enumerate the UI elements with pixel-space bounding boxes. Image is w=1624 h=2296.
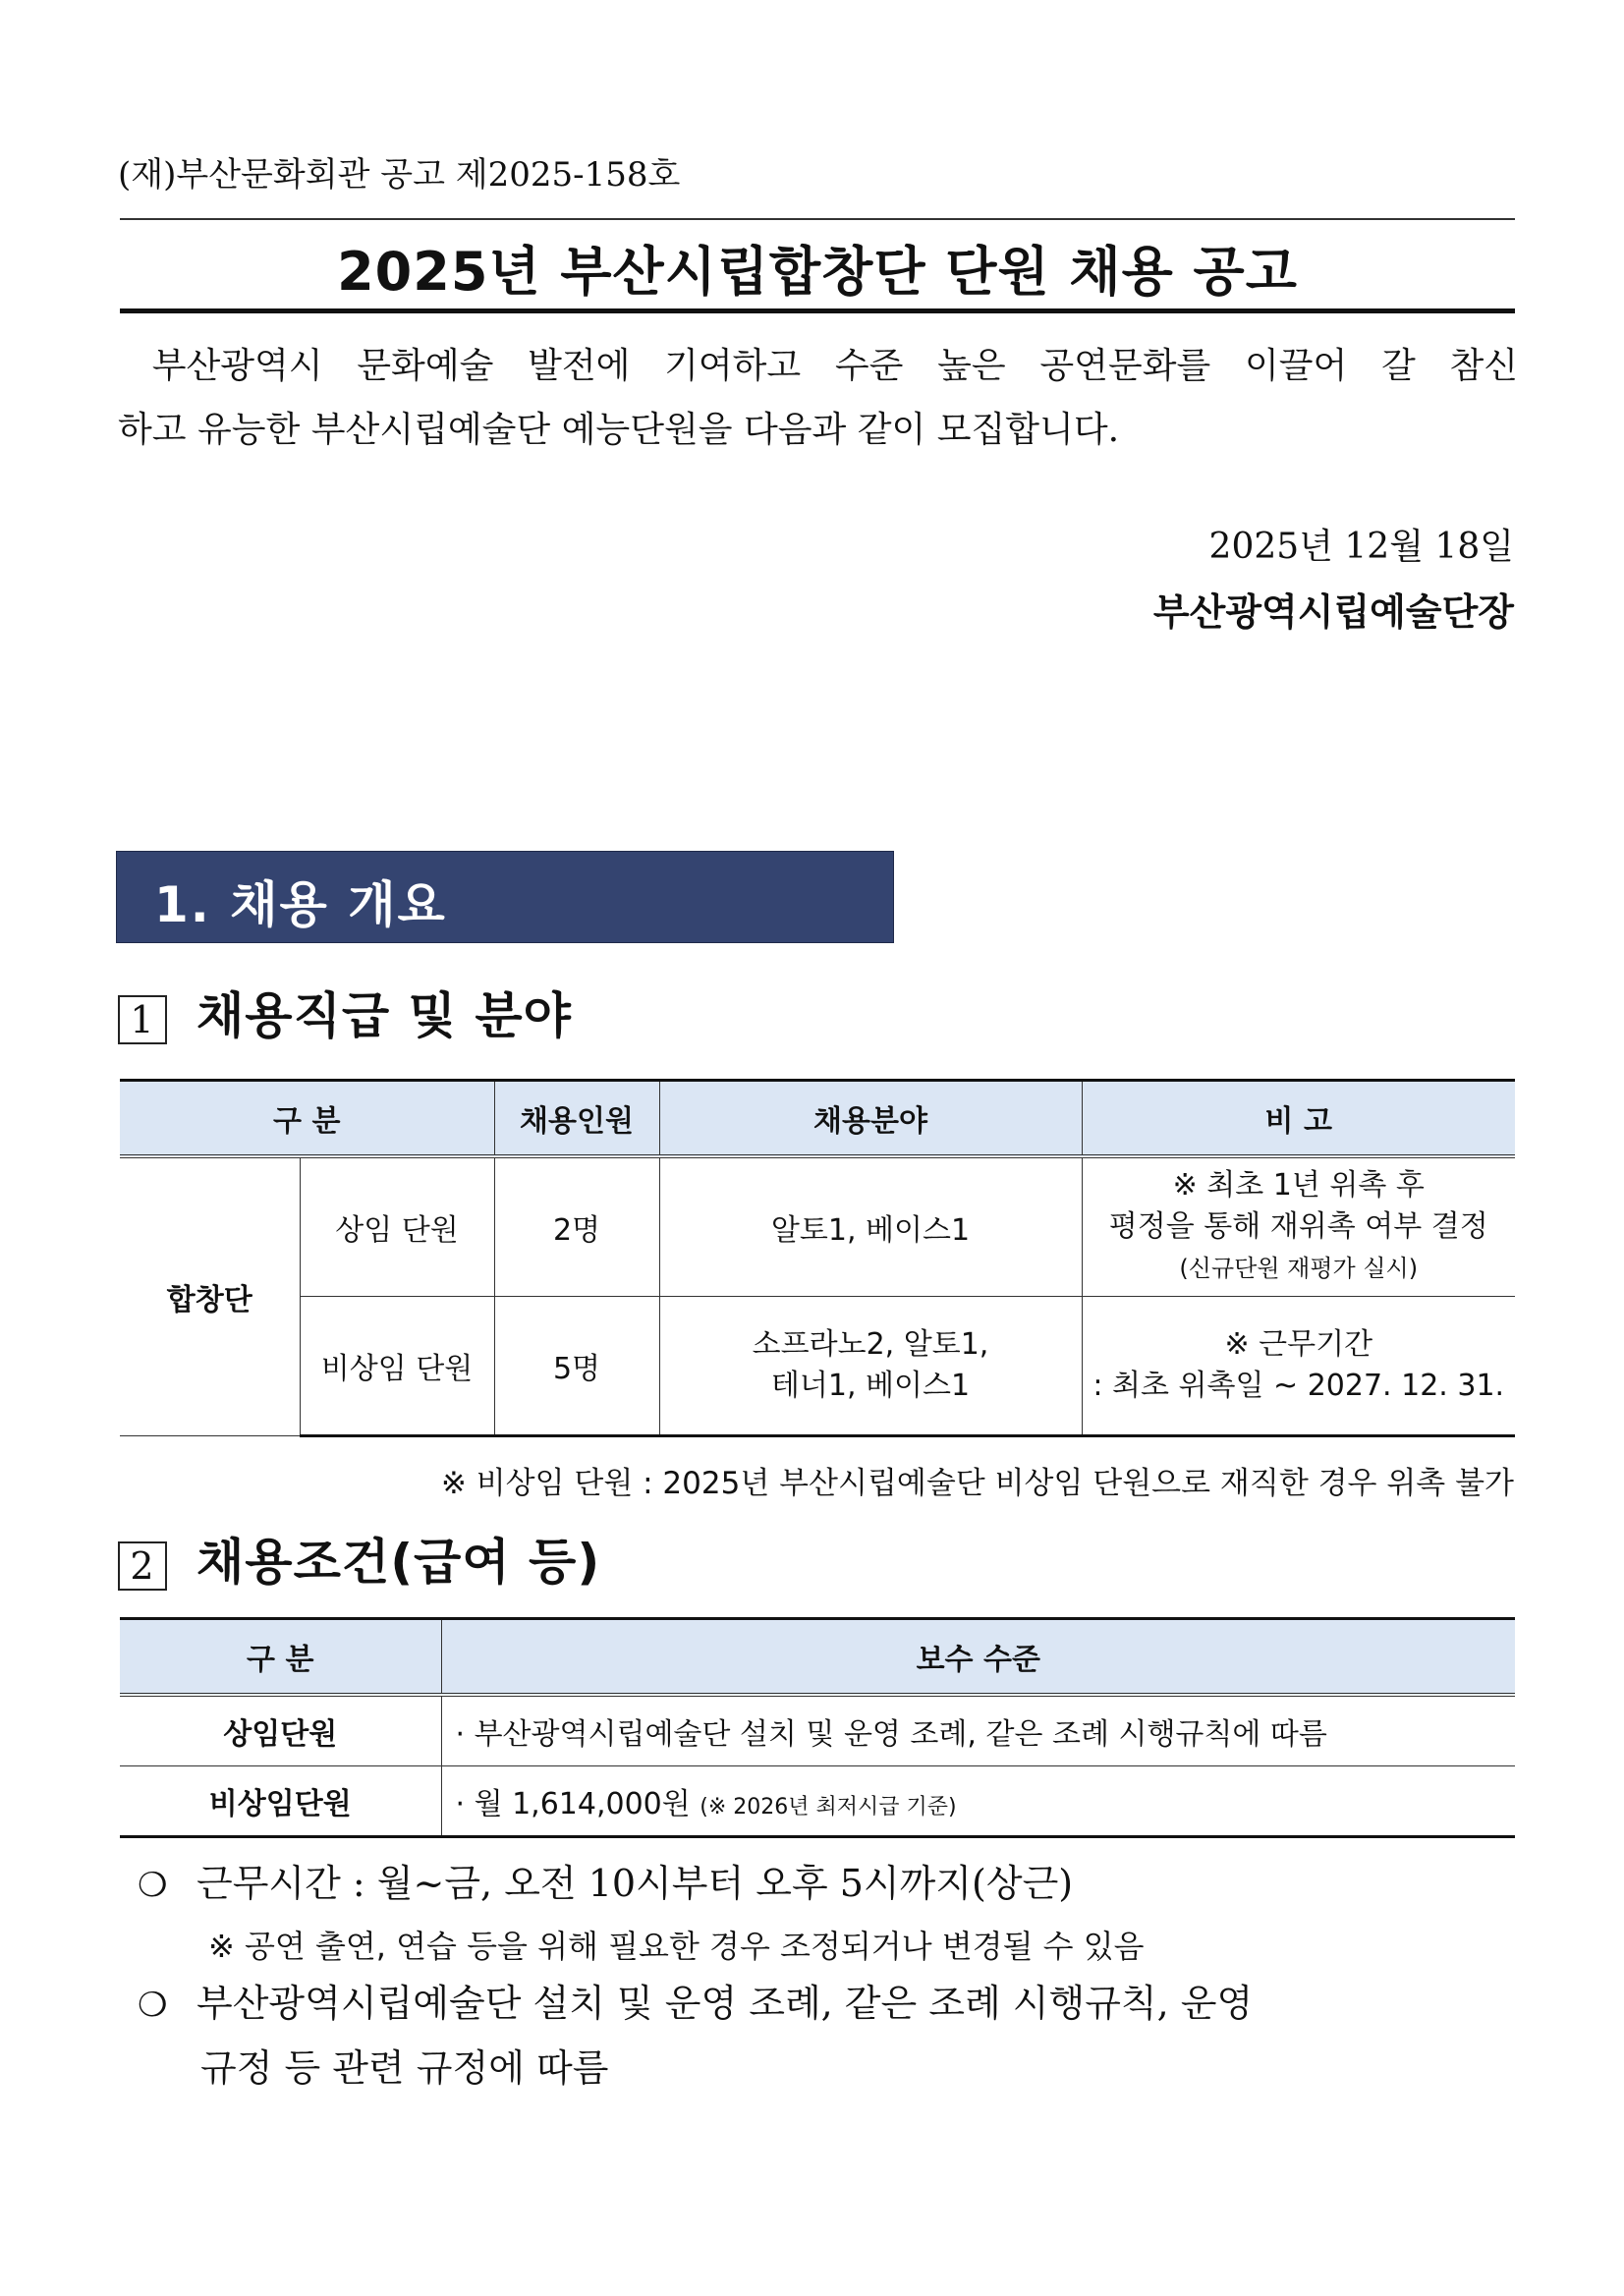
notice-date: 2025년 12월 18일	[1208, 527, 1514, 567]
pay-cell: · 부산광역시립예술단 설치 및 운영 조례, 같은 조례 시행규칙에 따름	[441, 1695, 1515, 1766]
table-header-row	[120, 1081, 1515, 1157]
bullet-note-1: ※ 공연 출연, 연습 등을 위해 필요한 경우 조정되거나 변경될 수 있음	[208, 1928, 1145, 1965]
recruitment-table	[120, 1079, 1515, 1437]
pay-table	[120, 1617, 1515, 1838]
count-cell: 5명	[494, 1297, 659, 1436]
remark-line: 평정을 통해 재위촉 여부 결정	[1108, 1209, 1488, 1244]
intro-text-1: 부산광역시 문화예술 발전에 기여하고 수준 높은 공연문화를 이끌어 갈 참신	[151, 346, 1518, 386]
remark-line: ※ 최초 1년 위촉 후	[1172, 1168, 1425, 1203]
pay-note: (※ 2026년 최저시급 기준)	[700, 1795, 957, 1820]
intro-line-2: 하고 유능한 부산시립예술단 예능단원을 다음과 같이 모집합니다.	[118, 410, 1120, 450]
table-row	[120, 1156, 1515, 1297]
bullet-mark: ❍	[138, 1986, 168, 2025]
group-cell: 합창단	[120, 1156, 300, 1436]
title-rule-bottom	[120, 308, 1515, 313]
table-header: 채용인원	[494, 1081, 659, 1157]
type-cell: 상임단원	[120, 1695, 441, 1766]
boxed-number-2: 2	[118, 1541, 167, 1591]
field-line: 테너1, 베이스1	[770, 1369, 971, 1403]
bullet-text-2-continued: 규정 등 관련 규정에 따름	[200, 2046, 609, 2090]
bullet-text-1: 근무시간 : 월~금, 오전 10시부터 오후 5시까지(상근)	[196, 1862, 1074, 1905]
section-heading: 1. 채용 개요	[154, 876, 447, 933]
pay-amount: · 월 1,614,000원	[455, 1787, 700, 1821]
table-header-row	[120, 1619, 1515, 1696]
table-header: 채용분야	[659, 1081, 1082, 1157]
subsection-title-2: 채용조건(급여 등)	[196, 1534, 601, 1591]
count-cell: 2명	[494, 1156, 659, 1297]
field-cell: 알토1, 베이스1	[659, 1156, 1082, 1297]
type-cell: 비상임단원	[120, 1766, 441, 1837]
bullet-mark: ❍	[138, 1866, 168, 1905]
document-title: 2025년 부산시립합창단 단원 채용 공고	[337, 241, 1298, 303]
field-line: 소프라노2, 알토1,	[752, 1327, 989, 1362]
remark-line: ※ 근무기간	[1224, 1327, 1373, 1362]
table-header: 구 분	[120, 1081, 494, 1157]
subsection-title-1: 채용직급 및 분야	[196, 987, 572, 1044]
table-header: 구 분	[120, 1619, 441, 1696]
table-note: ※ 비상임 단원 : 2025년 부산시립예술단 비상임 단원으로 재직한 경우 위촉 불가	[440, 1466, 1514, 1501]
bullet-item-2	[138, 1973, 1253, 2027]
table-row	[120, 1297, 1515, 1436]
type-cell: 비상임 단원	[300, 1297, 494, 1436]
pay-cell	[441, 1766, 1515, 1837]
remark-cell	[1082, 1297, 1515, 1436]
table-header: 보수 수준	[441, 1619, 1515, 1696]
bullet-text-2: 부산광역시립예술단 설치 및 운영 조례, 같은 조례 시행규칙, 운영	[196, 1982, 1254, 2025]
intro-line-1	[118, 334, 1518, 398]
type-cell: 상임 단원	[300, 1156, 494, 1297]
table-row	[120, 1695, 1515, 1766]
issuer-name: 부산광역시립예술단장	[1152, 589, 1514, 634]
remark-line: : 최초 위촉일 ~ 2027. 12. 31.	[1092, 1369, 1505, 1403]
notice-number: (재)부산문화회관 공고 제2025-158호	[118, 155, 681, 195]
table-row	[120, 1766, 1515, 1837]
section-heading-band	[116, 851, 894, 943]
remark-cell	[1082, 1156, 1515, 1297]
subsection-heading-1	[118, 977, 572, 1047]
table-header: 비 고	[1082, 1081, 1515, 1157]
bullet-item-1	[138, 1853, 1073, 1907]
remark-line: (신규단원 재평가 실시)	[1179, 1255, 1419, 1282]
field-cell	[659, 1297, 1082, 1436]
subsection-heading-2	[118, 1523, 600, 1594]
title-rule-top	[120, 218, 1515, 220]
boxed-number-1: 1	[118, 995, 167, 1044]
